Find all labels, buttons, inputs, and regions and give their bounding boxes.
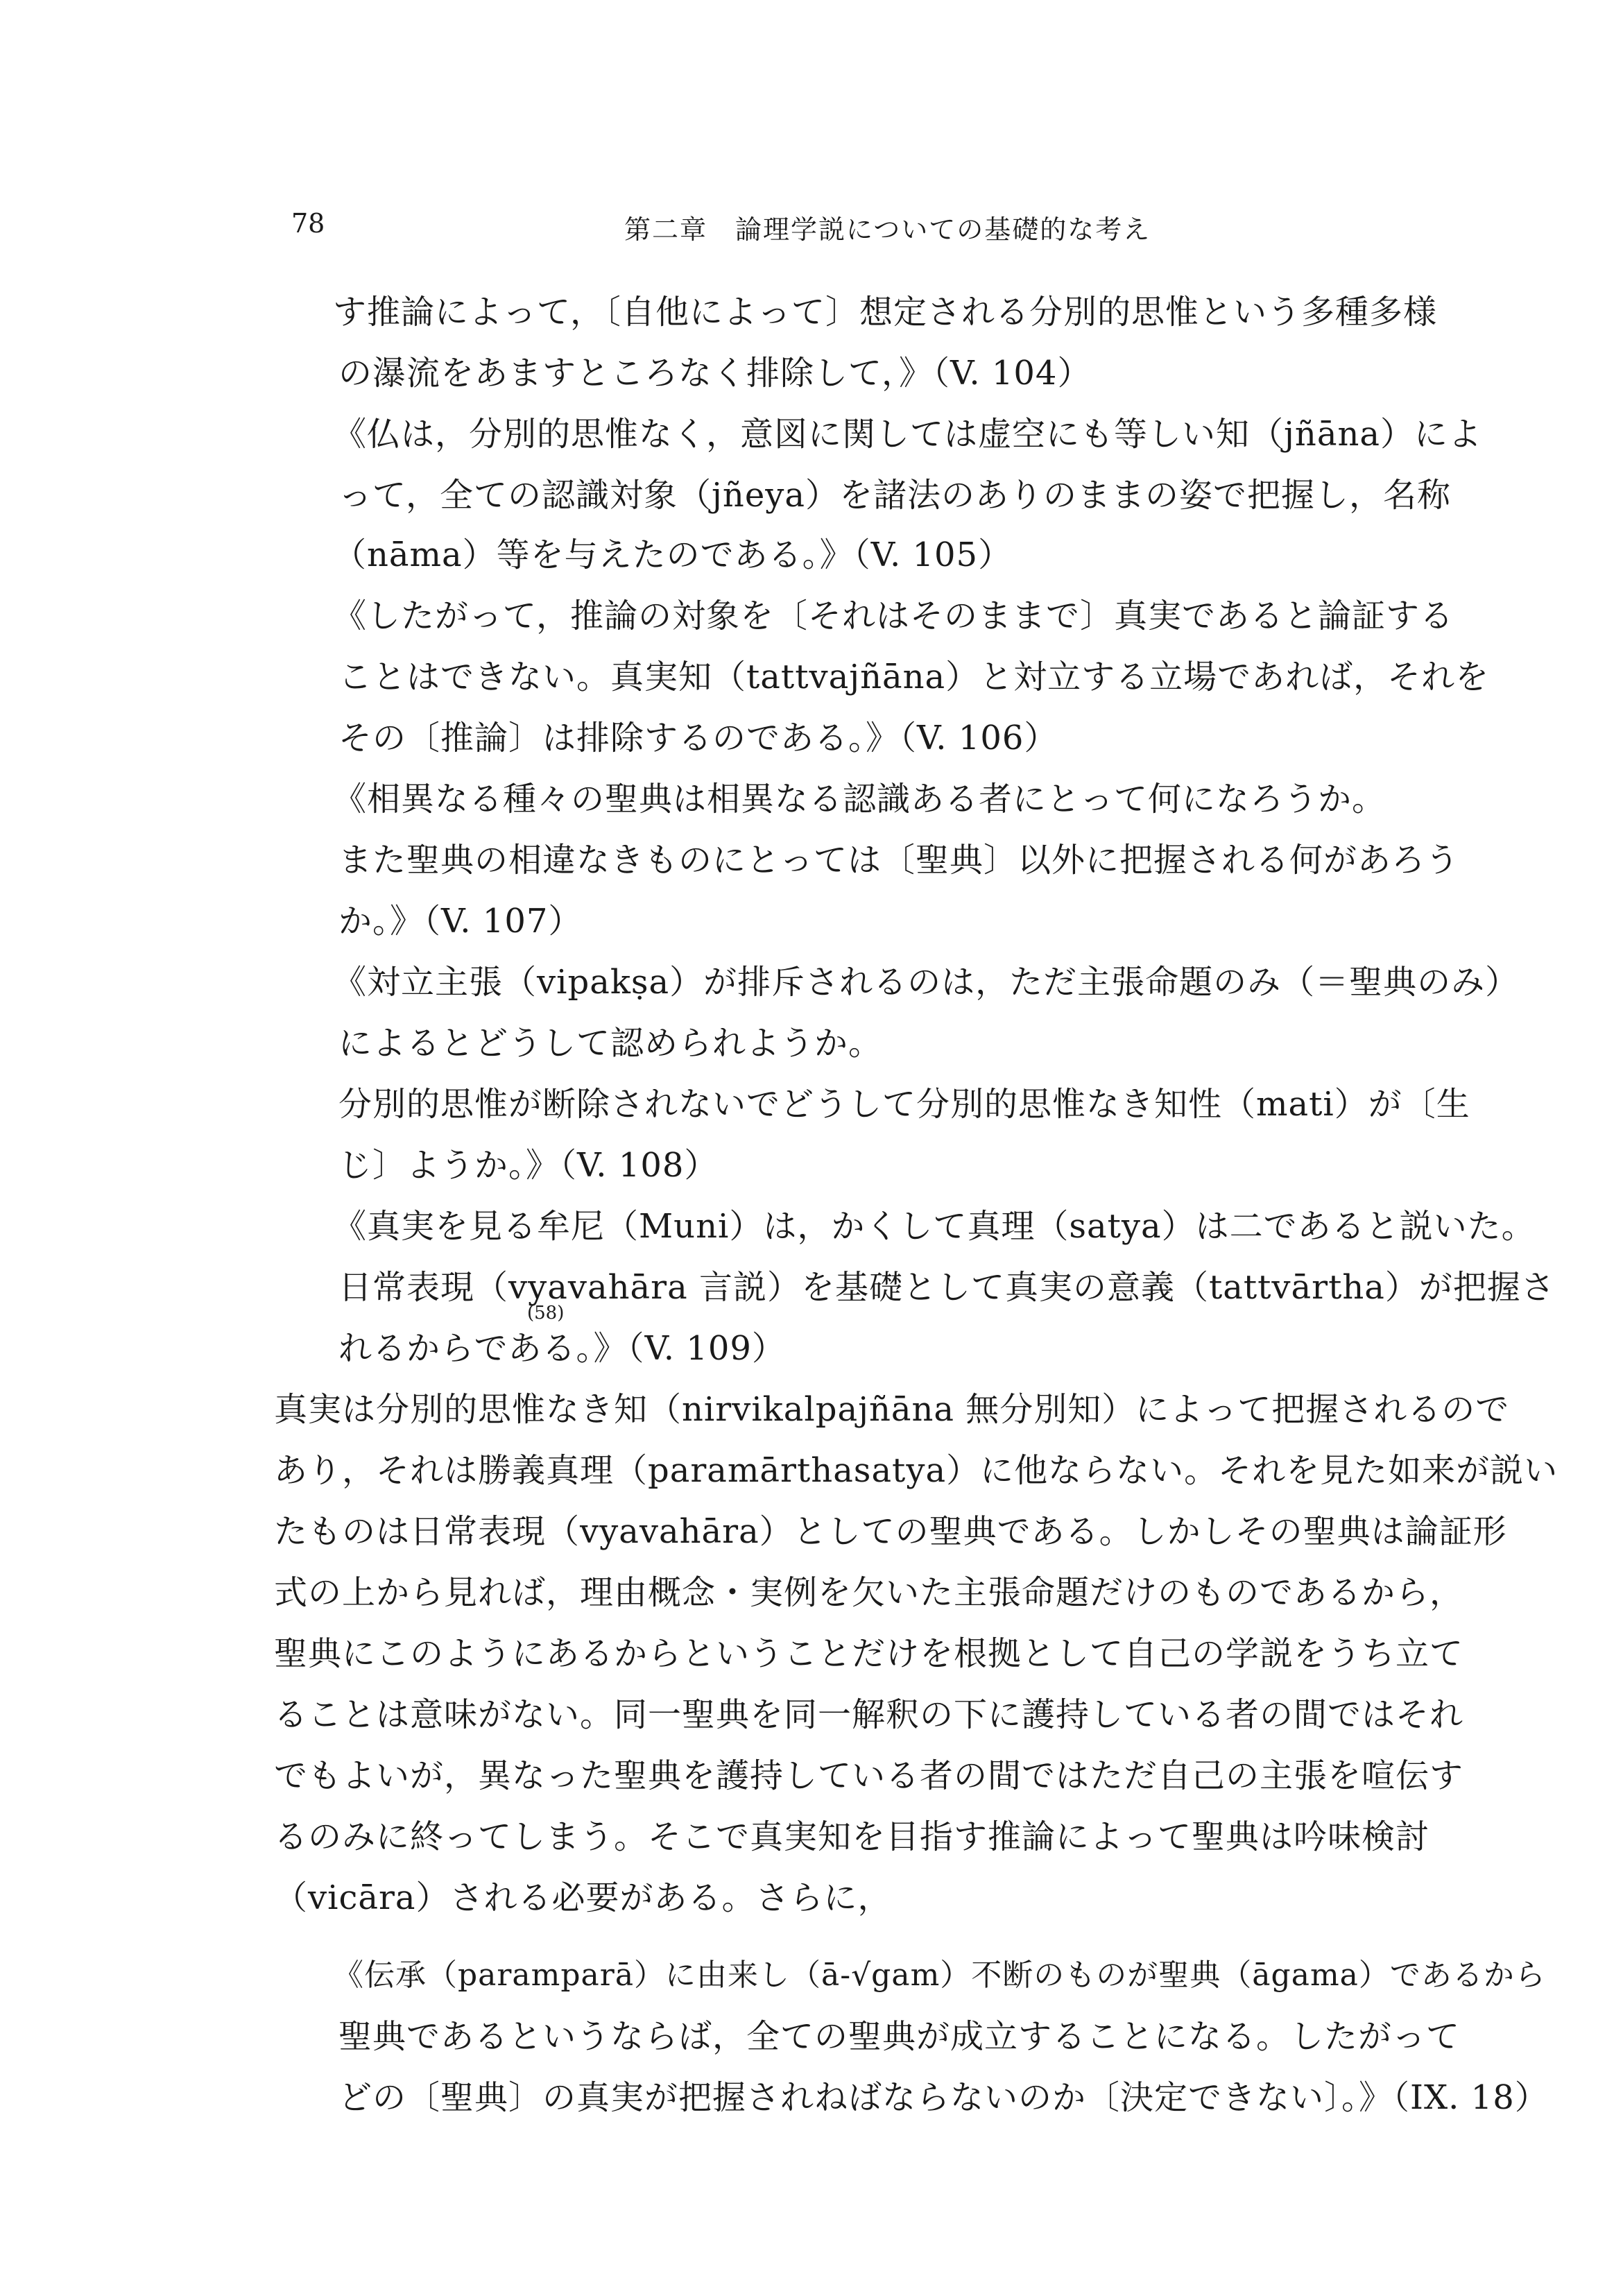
text-line: ることは意味がない。同一聖典を同一解釈の下に護持している者の間ではそれ [274,1695,1464,1734]
text-line: 《仏は，分別的思惟なく，意図に関しては虚空にも等しい知（jñāna）によ [333,415,1482,454]
text-line: 《真実を見る牟尼（Muni）は，かくして真理（satya）は二であると説いた。 [333,1207,1536,1246]
text-line: 聖典にこのようにあるからということだけを根拠として自己の学説をうち立て [274,1634,1464,1673]
text-line: 《相異なる種々の聖典は相異なる認識ある者にとって何になろうか。 [333,780,1386,819]
page-number: 78 [291,208,325,239]
text-line: （vicāra）される必要がある。さらに， [274,1878,892,1917]
text-line: その〔推論〕は排除するのである。》（V. 106） [338,719,1058,757]
text-line: 真実は分別的思惟なき知（nirvikalpajñāna 無分別知）によって把握されるので [274,1390,1510,1429]
text-line: ことはできない。真実知（tattvajñāna）と対立する立場であれば，それを [338,658,1490,696]
text-line: か。》（V. 107） [338,902,583,941]
text-line: 聖典であるというならば，全ての聖典が成立することになる。したがって [338,2017,1461,2056]
text-line: でもよいが，異なった聖典を護持している者の間ではただ自己の主張を喧伝す [274,1756,1464,1795]
footnote-reference: (58) [527,1303,565,1323]
page-header [291,208,1470,250]
text-line: れるからである。》（V. 109） [338,1329,786,1368]
text-line: 《対立主張（vipakṣa）が排斥されるのは，ただ主張命題のみ（＝聖典のみ） [333,963,1520,1002]
text-line: どの〔聖典〕の真実が把握されねばならないのか〔決定できない〕。》（IX. 18） [338,2078,1549,2117]
text-line: たものは日常表現（vyavahāra）としての聖典である。しかしその聖典は論証形 [274,1512,1507,1551]
text-line: （nāma）等を与えたのである。》（V. 105） [333,536,1013,574]
text-line: す推論によって，〔自他によって〕想定される分別的思惟という多種多様 [333,293,1438,332]
text-line: の瀑流をあますところなく排除して，》（V. 104） [338,354,1092,393]
running-title: 第二章 論理学説についての基礎的な考え [624,214,1151,245]
text-line: 分別的思惟が断除されないでどうして分別的思惟なき知性（mati）が〔生 [338,1085,1470,1124]
text-line: また聖典の相違なきものにとっては〔聖典〕以外に把握される何があろう [338,841,1460,880]
text-line: によるとどうして認められようか。 [338,1024,883,1063]
text-line: 《伝承（paramparā）に由来し（ā-√gam）不断のものが聖典（āgama）であるから [333,1957,1546,1993]
text-line: じ〕ようか。》（V. 108） [338,1146,719,1185]
text-line: 日常表現（vyavahāra 言説）を基礎として真実の意義（tattvārtha）が把握さ [338,1268,1555,1307]
text-line: あり，それは勝義真理（paramārthasatya）に他ならない。それを見た如来が説い [274,1451,1558,1490]
text-line: 《したがって，推論の対象を〔それはそのままで〕真実であると論証する [333,597,1454,635]
text-line: 式の上から見れば，理由概念・実例を欠いた主張命題だけのものであるから， [274,1573,1464,1612]
text-line: って，全ての認識対象（jñeya）を諸法のありのままの姿で把握し，名称 [338,476,1451,515]
text-line: るのみに終ってしまう。そこで真実知を目指す推論によって聖典は吟味検討 [274,1817,1430,1856]
